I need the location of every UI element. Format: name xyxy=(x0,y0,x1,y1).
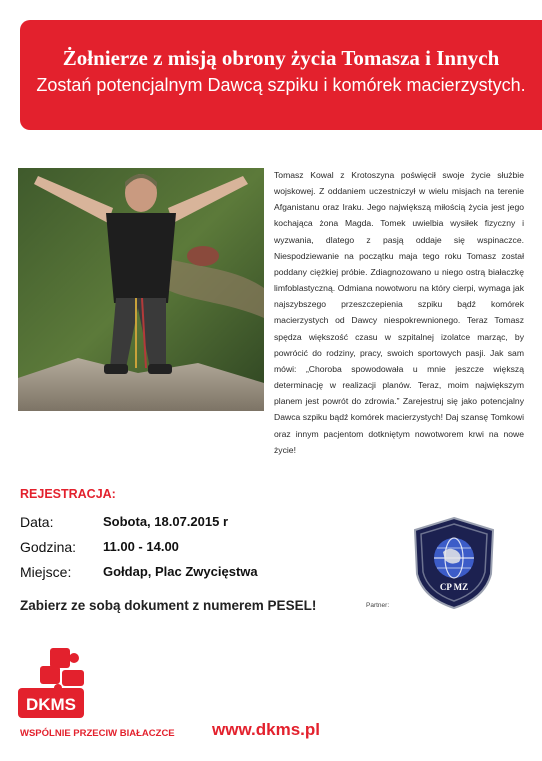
dkms-logo-text: DKMS xyxy=(25,695,77,714)
footer-slogan: WSPÓLNIE PRZECIW BIAŁACZCE xyxy=(20,728,175,739)
website-link[interactable]: www.dkms.pl xyxy=(212,720,321,739)
poster-subtitle: Zostań potencjalnym Dawcą szpiku i komórek macierzystych. xyxy=(36,75,526,95)
climber-photo-graphic xyxy=(18,168,264,411)
shield-icon xyxy=(413,516,495,610)
partner-logo-text: CP MZ xyxy=(439,582,469,592)
registration-value: Gołdap, Plac Zwycięstwa xyxy=(103,564,258,579)
puzzle-icon xyxy=(18,648,90,720)
partner-logo xyxy=(413,516,495,610)
registration-label: Data: xyxy=(20,514,54,530)
story-text: Tomasz Kowal z Krotoszyna poświęcił swoje życie służbie wojskowej. Z oddaniem uczestniczył w wielu misjach na terenie Afganistanu oraz Iraku. Jego największą miłością życia jest jego kochająca żona Magda. Tomek uwielbia wysiłek fizyczny i wyzwania, dlatego z pasją oddaje się wspinaczce. Niespodziewanie na początku maja tego roku Tomasz został poddany ciężkiej próbie. Zdiagnozowano u niego ostrą białaczkę limfoblastyczną. Odmiana nowotworu na który cierpi, wymaga jak najszybszego przeszczepienia szpiku bądź komórek macierzystych od Dawcy niespokrewnionego. Teraz Tomasz spędza większość czasu w szpitalnej izolatce marząc, by powrócić do rodziny, pracy, swoich sportowych pasji. Jak sam mówi: „Choroba spowodowała u mnie jeszcze większą determinację w realizacji planów. Teraz, moim największym planem jest powrót do zdrowia.” Zarejestruj się jako potencjalny Dawca szpiku bądź komórek macierzystych! Daj szansę Tomkowi oraz innym pacjentom dotkniętym nowotworem krwi na nowe życie! xyxy=(274,170,524,455)
dkms-logo xyxy=(18,648,90,720)
registration-title: REJESTRACJA: xyxy=(20,487,116,501)
pesel-note: Zabierz ze sobą dokument z numerem PESEL! xyxy=(20,598,317,613)
registration-value: 11.00 - 14.00 xyxy=(103,539,179,554)
registration-label: Miejsce: xyxy=(20,564,72,580)
registration-label: Godzina: xyxy=(20,539,77,555)
poster-title: Żołnierze z misją obrony życia Tomasza i Innych xyxy=(62,46,500,70)
registration-value: Sobota, 18.07.2015 r xyxy=(103,514,229,529)
partner-label: Partner: xyxy=(366,602,390,609)
globe-icon xyxy=(434,538,474,578)
header-banner xyxy=(20,20,542,130)
climber-photo xyxy=(18,168,264,411)
